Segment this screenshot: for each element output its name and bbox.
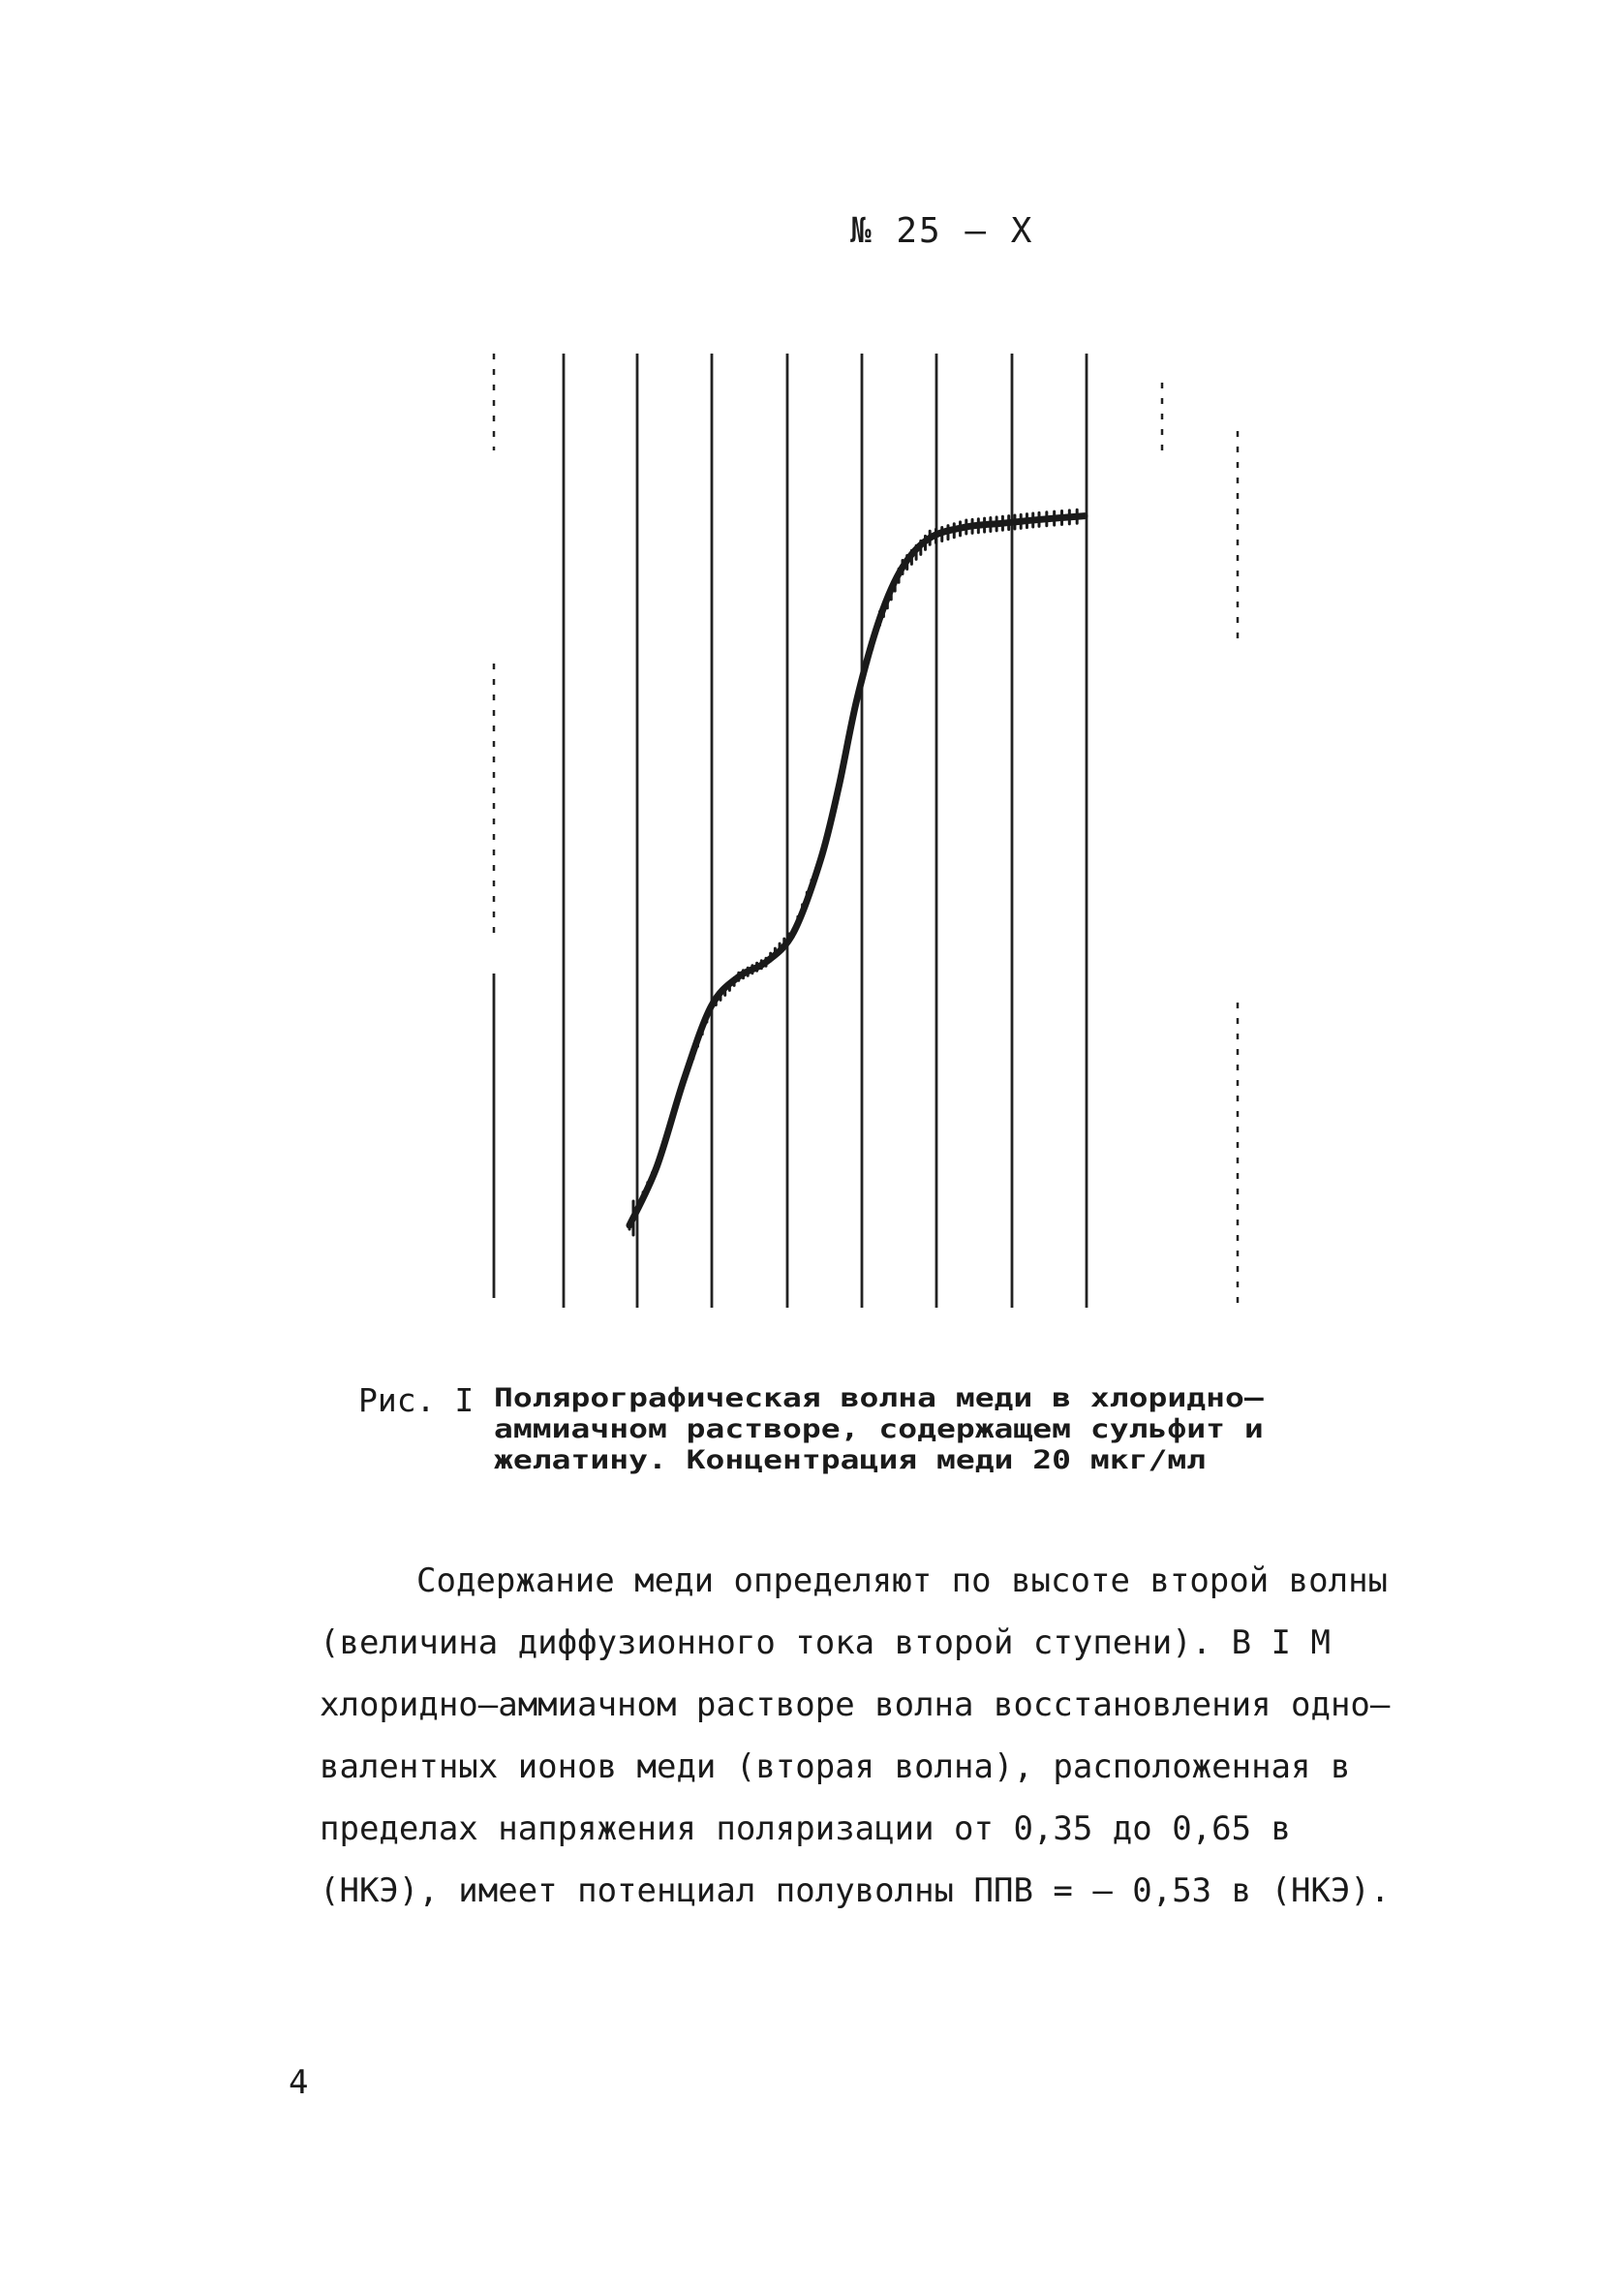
polarographic-wave-curve [629,516,1085,1225]
wave-curve-noise [629,510,1077,1235]
polarogram-svg [455,354,1259,1322]
caption-line: Полярографическая волна меди в хлоридно– [494,1381,1264,1413]
page-number: 4 [289,2063,309,2102]
caption-line: аммиачном растворе, содержащем сульфит и [494,1412,1264,1444]
body-line: (НКЭ), имеет потенциал полуволны ППВ = – 0,53 в (НКЭ). [320,1871,1391,1910]
body-paragraph [320,1550,1391,1922]
caption-line: желатину. Концентрация меди 20 мкг/мл [494,1443,1207,1475]
figure-label: Рис. I [358,1381,475,1419]
body-line: Содержание меди определяют по высоте второй волны [416,1561,1389,1600]
chart-gridlines [494,354,1238,1308]
caption-text [494,1381,1264,1478]
polarogram-figure [455,354,1259,1322]
body-line: валентных ионов меди (вторая волна), расположенная в [320,1747,1351,1786]
body-line: хлоридно–аммиачном растворе волна восстановления одно– [320,1685,1391,1724]
document-number: № 25 – X [850,211,1034,251]
body-line: (величина диффузионного тока второй ступени). В I М [320,1623,1331,1662]
body-line: пределах напряжения поляризации от 0,35 до 0,65 в [320,1809,1292,1848]
